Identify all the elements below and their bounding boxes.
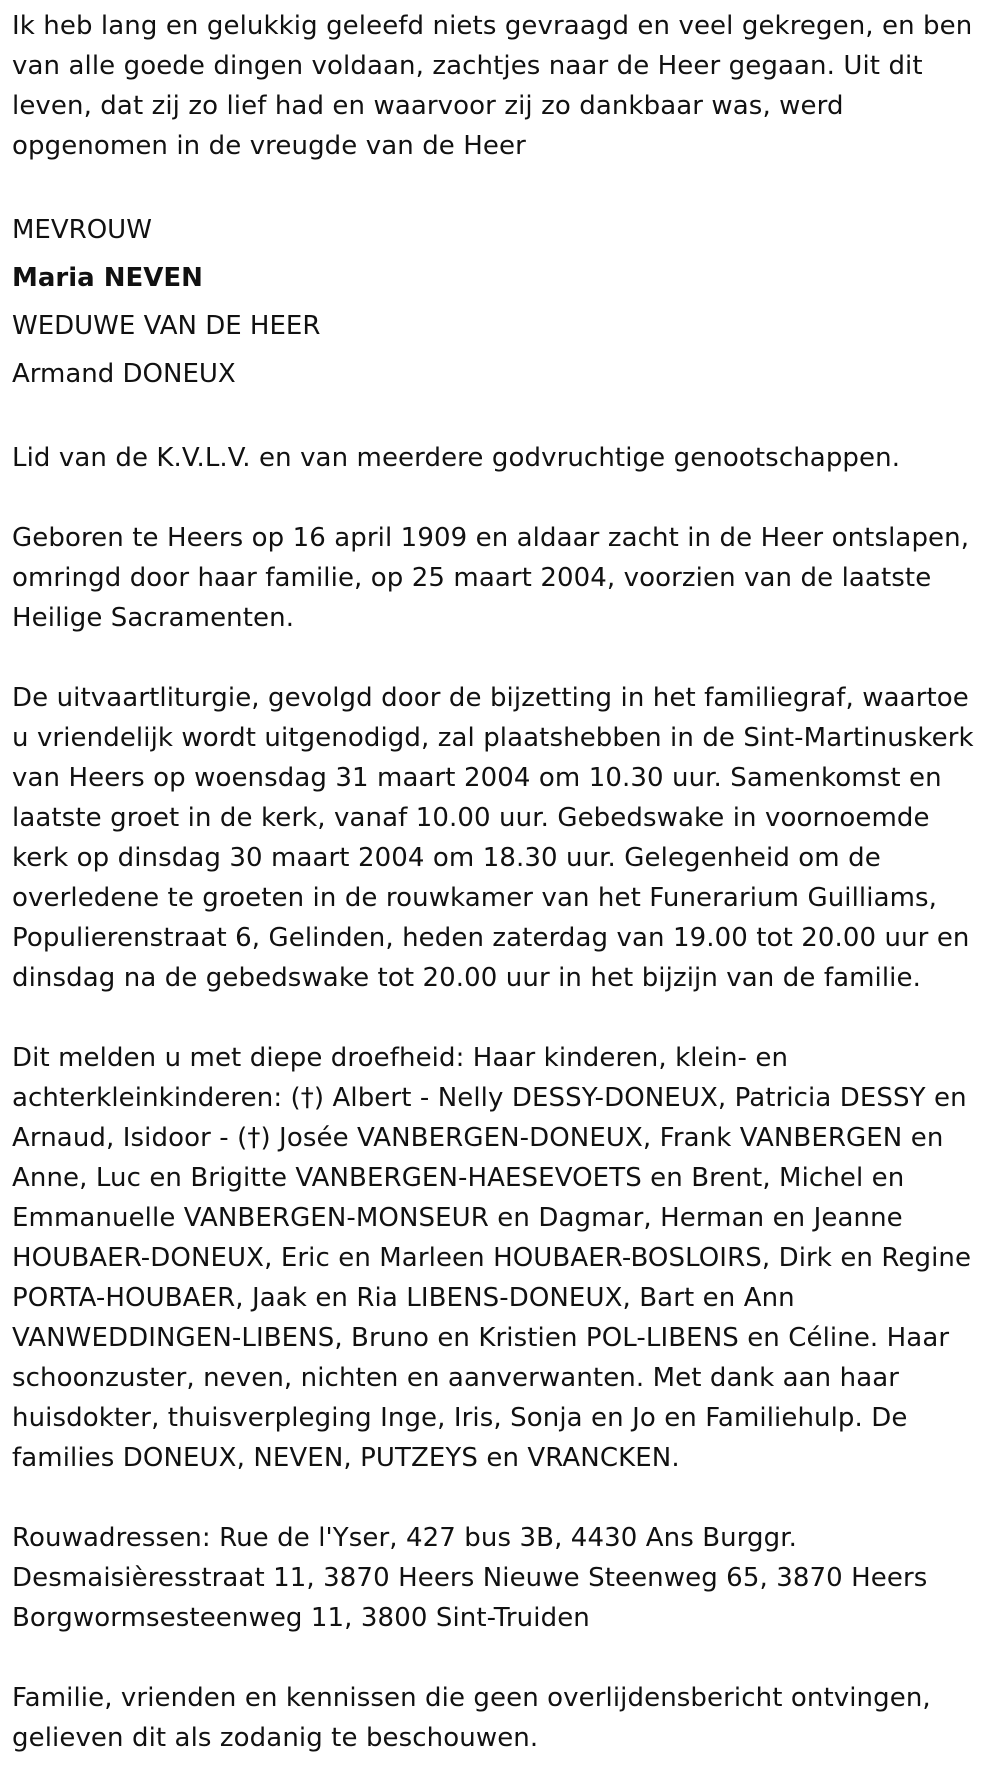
birth-death-text: Geboren te Heers op 16 april 1909 en aldaar zacht in de Heer ontslapen, omringd door haar familie, op 25 maart 2004, voorzien van de laatste Heilige Sacramenten.	[12, 523, 970, 633]
spacer	[12, 1478, 988, 1518]
salutation: MEVROUW	[12, 215, 152, 245]
family-text: Dit melden u met diepe droefheid: Haar kinderen, klein- en achterkleinkinderen: (†) Albert - Nelly DESSY-DONEUX, Patricia DESSY en Arnaud, Isidoor - (†) Josée VANBERGEN-DONEUX, Frank VANBERGEN en Anne, Luc en Brigitte VANBERGEN-HAESEVOETS en Brent, Michel en Emmanuelle VANBERGEN-MONSEUR en Dagmar, Herman en Jeanne HOUBAER-DONEUX, Eric en Marleen HOUBAER-BOSLOIRS, Dirk en Regine PORTA-HOUBAER, Jaak en Ria LIBENS-DONEUX, Bart en Ann VANWEDDINGEN-LIBENS, Bruno en Kristien POL-LIBENS en Céline. Haar schoonzuster, neven, nichten en aanverwanten. Met dank aan haar huisdokter, thuisverpleging Inge, Iris, Sonja en Jo en Familiehulp. De families DONEUX, NEVEN, PUTZEYS en VRANCKEN.	[12, 1043, 972, 1473]
addresses-text: Rouwadressen: Rue de l'Yser, 427 bus 3B, 4430 Ans Burggr. Desmaisièresstraat 11, 3870 Heers Nieuwe Steenweg 65, 3870 Heers Borgwormsesteenweg 11, 3800 Sint-Truiden	[12, 1523, 928, 1633]
funeral-text: De uitvaartliturgie, gevolgd door de bijzetting in het familiegraf, waartoe u vriendelijk wordt uitgenodigd, zal plaatshebben in de Sint-Martinuskerk van Heers op woensdag 31 maart 2004 om 10.30 uur. Samenkomst en laatste groet in de kerk, vanaf 10.00 uur. Gebedswake in voornoemde kerk op dinsdag 30 maart 2004 om 18.30 uur. Gelegenheid om de overledene te groeten in de rouwkamer van het Funerarium Guilliams, Populierenstraat 6, Gelinden, heden zaterdag van 19.00 tot 20.00 uur en dinsdag na de gebedswake tot 20.00 uur in het bijzijn van de familie.	[12, 683, 974, 993]
spacer	[12, 998, 988, 1038]
spacer	[12, 478, 988, 518]
membership-text: Lid van de K.V.L.V. en van meerdere godvruchtige genootschappen.	[12, 443, 901, 473]
spouse-name: Armand DONEUX	[12, 359, 236, 389]
spacer	[12, 166, 988, 206]
relation-text: WEDUWE VAN DE HEER	[12, 311, 321, 341]
spacer	[12, 1638, 988, 1678]
spacer	[12, 638, 988, 678]
spacer	[12, 398, 988, 438]
deceased-name: Maria NEVEN	[12, 263, 203, 293]
closing-text: Familie, vrienden en kennissen die geen overlijdensbericht ontvingen, gelieven dit als zodanig te beschouwen.	[12, 1683, 931, 1753]
intro-text: Ik heb lang en gelukkig geleefd niets gevraagd en veel gekregen, en ben van alle goede dingen voldaan, zachtjes naar de Heer gegaan. Uit dit leven, dat zij zo lief had en waarvoor zij zo dankbaar was, werd opgenomen in de vreugde van de Heer	[12, 11, 973, 161]
